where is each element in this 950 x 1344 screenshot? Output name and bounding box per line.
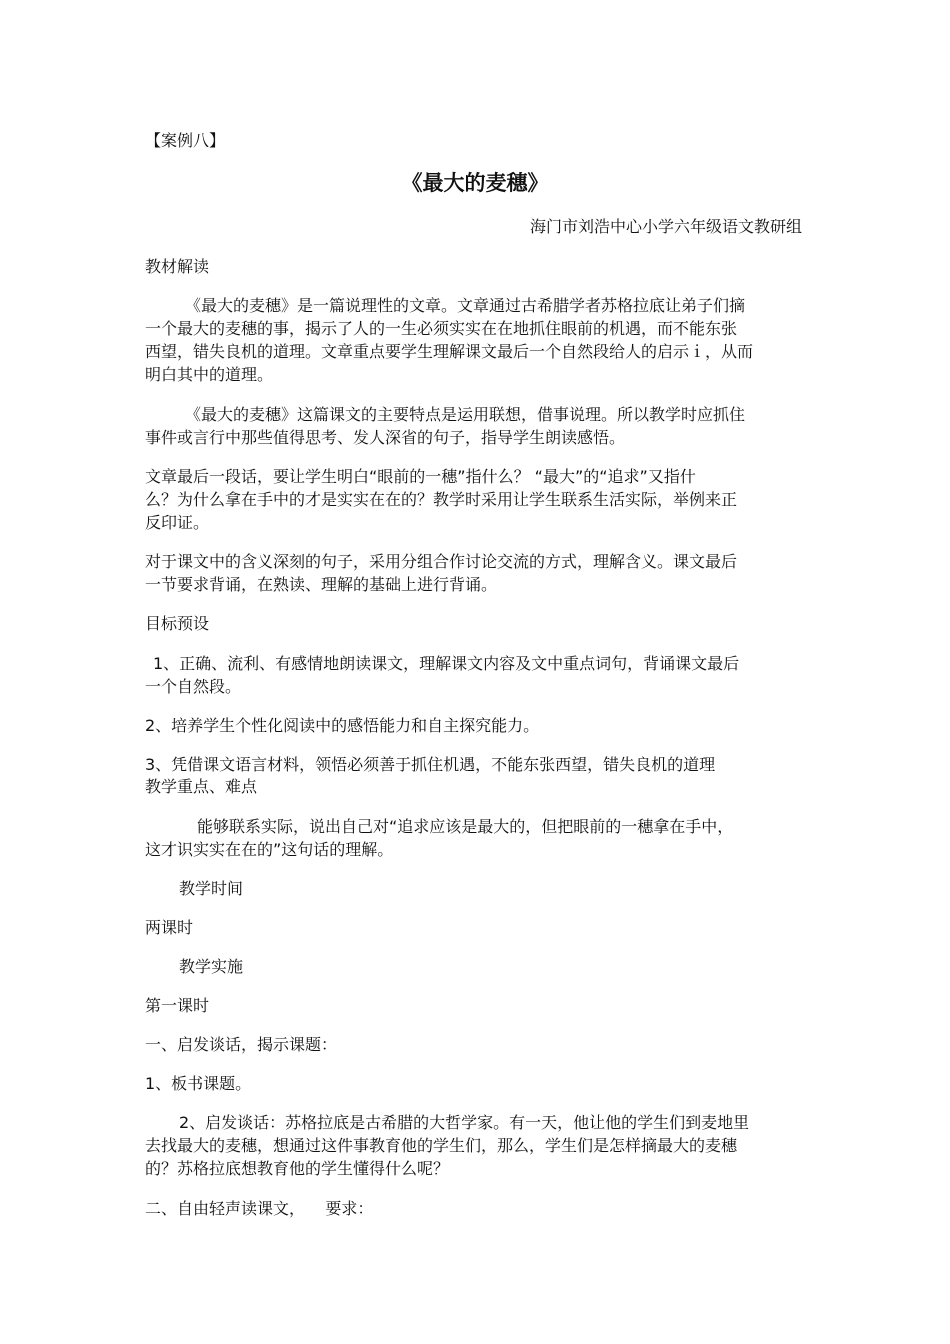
section-heading-time: 教学时间	[179, 879, 244, 898]
goal-2: 2、培养学生个性化阅读中的感悟能力和自主探究能力。	[145, 716, 540, 735]
section-heading-implementation: 教学实施	[179, 957, 244, 976]
time-text: 两课时	[145, 918, 194, 937]
material-paragraph-3-line-3: 反印证。	[145, 513, 210, 532]
section-heading-material: 教材解读	[145, 257, 210, 276]
section-heading-goals: 目标预设	[145, 614, 210, 633]
case-label: 【案例八】	[145, 131, 226, 150]
author-line: 海门市刘浩中心小学六年级语文教研组	[529, 217, 802, 236]
material-paragraph-2-line-1: 《最大的麦穗》这篇课文的主要特点是运用联想，借事说理。所以教学时应抓住	[185, 405, 746, 424]
material-paragraph-3-line-2: 么？为什么拿在手中的才是实实在在的？教学时采用让学生联系生活实际，举例来正	[145, 490, 738, 509]
lesson-1-heading: 第一课时	[145, 996, 210, 1015]
step-1-item-2-line-2: 去找最大的麦穗，想通过这件事教育他的学生们，那么，学生们是怎样摘最大的麦穗	[145, 1136, 738, 1155]
material-paragraph-4-line-1: 对于课文中的含义深刻的句子，采用分组合作讨论交流的方式，理解含义。课文最后	[145, 552, 738, 571]
focus-text-line-1: 能够联系实际，说出自己对“追求应该是最大的，但把眼前的一穗拿在手中，	[197, 817, 734, 836]
goal-3: 3、凭借课文语言材料，领悟必须善于抓住机遇，不能东张西望，错失良机的道理	[145, 755, 716, 774]
material-paragraph-3-line-1: 文章最后一段话，要让学生明白“眼前的一穗”指什么？ “最大”的“追求”又指什	[145, 467, 696, 486]
step-1-item-2-line-1: 2、启发谈话：苏格拉底是古希腊的大哲学家。有一天，他让他的学生们到麦地里	[179, 1113, 750, 1132]
material-paragraph-1-line-4: 明白其中的道理。	[145, 365, 274, 384]
focus-text-line-2: 这才识实实在在的”这句话的理解。	[145, 840, 394, 859]
material-paragraph-1-line-1: 《最大的麦穗》是一篇说理性的文章。文章通过古希腊学者苏格拉底让弟子们摘	[185, 296, 746, 315]
material-paragraph-1-line-3: 西望，错失良机的道理。文章重点要学生理解课文最后一个自然段给人的启示ｉ，从而	[145, 342, 754, 361]
goal-1-line-1: 1、正确、流利、有感情地朗读课文，理解课文内容及文中重点词句，背诵课文最后	[153, 654, 740, 673]
step-1-item-2-line-3: 的？苏格拉底想教育他的学生懂得什么呢？	[145, 1159, 450, 1178]
step-1-heading: 一、启发谈话，揭示课题：	[145, 1035, 338, 1054]
document-title: 《最大的麦穗》	[401, 171, 549, 195]
step-1-item-1: 1、板书课题。	[145, 1074, 252, 1093]
section-heading-focus: 教学重点、难点	[145, 777, 258, 796]
material-paragraph-4-line-2: 一节要求背诵，在熟读、理解的基础上进行背诵。	[145, 575, 498, 594]
material-paragraph-1-line-2: 一个最大的麦穗的事，揭示了人的一生必须实实在在地抓住眼前的机遇，而不能东张	[145, 319, 738, 338]
material-paragraph-2-line-2: 事件或言行中那些值得思考、发人深省的句子，指导学生朗读感悟。	[145, 428, 626, 447]
step-2-heading: 二、自由轻声读课文， 要求：	[145, 1199, 374, 1218]
goal-1-line-2: 一个自然段。	[145, 677, 242, 696]
